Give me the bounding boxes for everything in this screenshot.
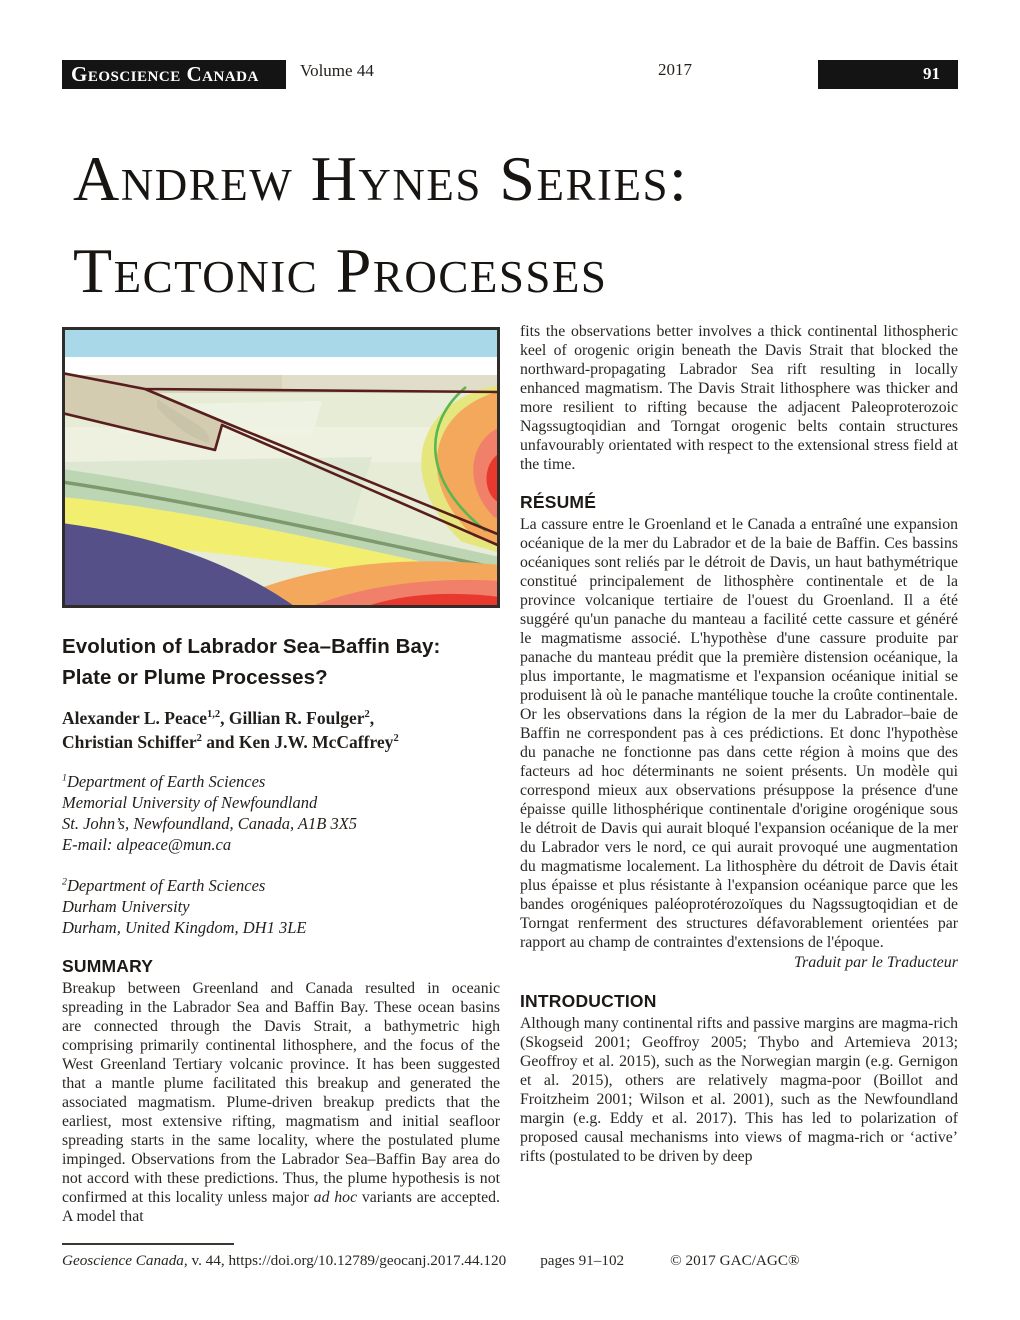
- resume-heading: RÉSUMÉ: [520, 492, 597, 512]
- affiliation-1-line2: Memorial University of Newfoundland: [62, 793, 318, 812]
- affiliation-1: [62, 771, 500, 855]
- series-title: [73, 133, 973, 317]
- footer-copyright: © 2017 GAC/AGC®: [670, 1252, 800, 1269]
- page-number-banner: 91: [818, 60, 958, 89]
- journal-name-banner: Geoscience Canada: [62, 60, 286, 89]
- figure-sand-band-light: [282, 375, 500, 391]
- footnote-rule: [62, 1243, 234, 1245]
- article-figure: [62, 327, 500, 608]
- volume-label: Volume 44: [300, 61, 374, 80]
- affiliation-2-line3: Durham, United Kingdom, DH1 3LE: [62, 918, 307, 937]
- summary-continuation-paragraph: fits the observations better involves a thick continental lithospheric keel of orogenic origin beneath the Davis Strait that blocked the northward-propagating Labrador Sea rift resulting in locally enhanced magmatism. The Davis Strait lithosphere was thicker and more resilient to rifting because the adjacent Paleoproterozoic Nagssugtoqidian and Torngat orogenic belts contain structures unfavourably orientated with respect to the extensional stress field at the time.: [520, 323, 958, 473]
- affiliation-1-line1: $^1$Department of Earth Sciences: [62, 772, 266, 791]
- footer-doi[interactable]: v. 44, https://doi.org/10.12789/geocanj.2017.44.120: [187, 1252, 507, 1269]
- article-title: [62, 631, 500, 693]
- author-affiliation-superscript: 1,2: [207, 709, 221, 721]
- footer-pages: pages 91–102: [540, 1252, 625, 1269]
- figure-layers: [62, 327, 500, 608]
- article-title-line2: Plate or Plume Processes?: [62, 666, 328, 689]
- citation-footer: [62, 1252, 958, 1270]
- affiliation-superscript: 1: [62, 772, 67, 784]
- figure-sky-band: [62, 327, 500, 357]
- author-line-2: Christian Schiffer$^2$ and Ken J.W. McCaffrey$^2$: [62, 732, 399, 752]
- summary-paragraph: Breakup between Greenland and Canada resulted in oceanic spreading in the Labrador Sea and Baffin Bay. These ocean basins are connected through the Davis Strait, a bathymetric high comprising primarily continental lithosphere, and the focus of the West Greenland Tertiary volcanic province. It has been suggested that a mantle plume facilitated this breakup and generated the associated magmatism. Plume-driven breakup predicts that the earliest, most extensive rifting, magmatism and initial seafloor spreading starts in the same locality, where the postulated plume impinged. Observations from the Labrador Sea–Baffin Bay area do not accord with these predictions. Thus, the plume hypothesis is not confirmed at this locality unless major ad hoc variants are accepted. A model that: [62, 980, 500, 1225]
- translator-credit: Traduit par le Traducteur: [793, 954, 958, 971]
- article-title-line1: Evolution of Labrador Sea–Baffin Bay:: [62, 635, 441, 658]
- affiliation-superscript: 2: [62, 876, 67, 888]
- author-affiliation-superscript: 2: [196, 733, 202, 745]
- year-label: 2017: [658, 60, 692, 79]
- affiliation-2-line1: $^2$Department of Earth Sciences: [62, 876, 266, 895]
- figure-white-band: [62, 357, 500, 375]
- author-affiliation-superscript: 2: [364, 709, 370, 721]
- summary-heading: SUMMARY: [62, 956, 154, 976]
- resume-paragraph: La cassure entre le Groenland et le Canada a entraîné une expansion océanique de la mer du Labrador et de la baie de Baffin. Ces bassins océaniques sont reliés par le détroit de Davis, un haut bathymétrique constitué principalement de lithosphère continentale et de la province volcanique tertiaire de l'ouest du Groenland. Il a été suggéré qu'un panache du manteau a facilité cette cassure et généré le magmatisme associé. L'hypothèse d'une cassure produite par panache du manteau prédit que la première distension océanique, la plus importante, le magmatisme et l'expansion océanique initial se produisent là où le panache mantélique touche la croûte continentale. Or les observations dans la région de la mer du Labrador–baie de Baffin ne correspondent pas à ces prédictions. Et donc l'hypothèse du panache ne fonctionne pas dans cette région à moins que des facteurs ad hoc déterminants ne soient présents. Un modèle qui correspond mieux aux observations présuppose la présence d'une épaisse quille lithosphérique continentale d'origine orogénique sous le détroit de Davis qui aurait bloqué l'expansion océanique de la mer du Labrador vers le nord, ce qui aurait provoqué une augmentation du magmatisme localement. La lithosphère du détroit de Davis était plus épaisse et plus résistante à l'expansion océanique parce que les bandes orogéniques paléoprotérozoïques du Nagssugtoqidian et de Torngat renferment des structures défavorablement orientées par rapport au champ de contraintes d'extensions de l'époque.: [520, 516, 958, 951]
- author-line-1: Alexander L. Peace$^{1,2}$, Gillian R. Foulger$^2$,: [62, 708, 375, 728]
- author-list: [62, 706, 500, 754]
- geodynamic-model-figure: [62, 327, 500, 608]
- right-column: [520, 322, 958, 1166]
- affiliation-2-line2: Durham University: [62, 897, 190, 916]
- series-title-line1: Andrew Hynes Series:: [73, 143, 689, 214]
- affiliation-2: [62, 875, 500, 938]
- footer-journal-name: Geoscience Canada,: [62, 1252, 188, 1269]
- introduction-heading: INTRODUCTION: [520, 991, 657, 1011]
- affiliation-1-email[interactable]: E-mail: alpeace@mun.ca: [62, 835, 232, 854]
- ad-hoc-italic: ad hoc: [313, 1189, 358, 1206]
- left-column: [62, 327, 500, 1226]
- affiliation-1-line3: St. John’s, Newfoundland, Canada, A1B 3X5: [62, 814, 358, 833]
- series-title-line2: Tectonic Processes: [73, 235, 608, 306]
- author-affiliation-superscript: 2: [393, 733, 399, 745]
- introduction-paragraph: Although many continental rifts and passive margins are magma-rich (Skogseid 2001; Geoffroy 2005; Thybo and Artemieva 2013; Geoffroy et al. 2015), such as the Norwegian margin (e.g. Gernigon et al. 2015), others are relatively magma-poor (Boillot and Froitzheim 2001; Wilson et al. 2001), such as the Newfoundland margin (e.g. Eddy et al. 2017). This has led to polarization of proposed causal mechanisms into views of magma-rich or ‘active’ rifts (postulated to be driven by deep: [520, 1015, 958, 1165]
